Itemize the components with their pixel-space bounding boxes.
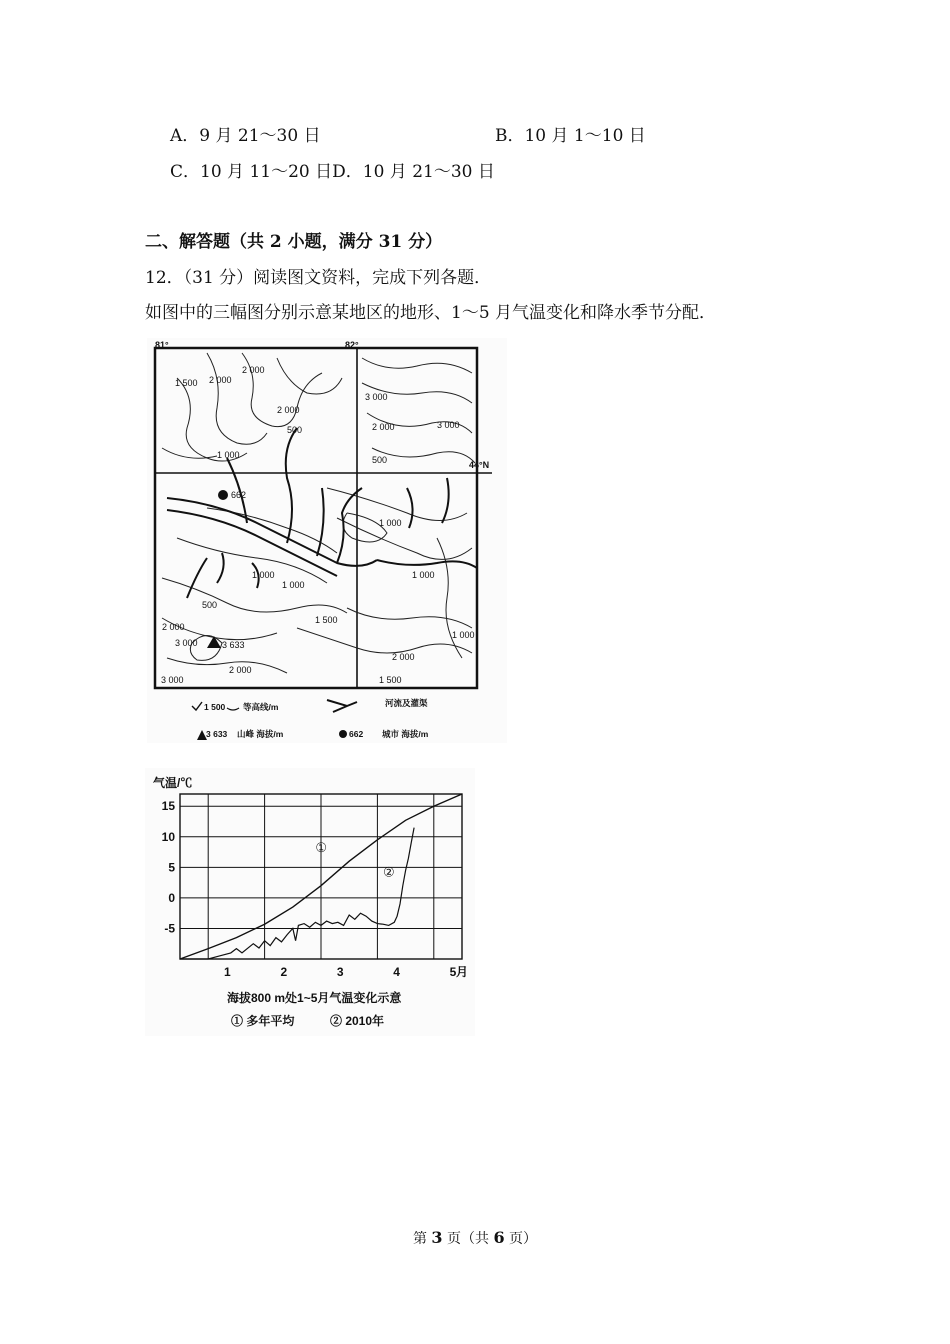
lon-label-82: 82° — [345, 340, 359, 350]
legend-city: 城市 海拔/m — [382, 729, 429, 739]
contour-label: 3 000 — [175, 638, 198, 648]
legend-contour-sample: 1 500 — [204, 702, 226, 712]
x-tick-label: 5 — [449, 965, 457, 979]
contour-label: 1 000 — [412, 570, 435, 580]
question-number-line: 12．（31 分）阅读图文资料，完成下列各题． — [145, 268, 492, 288]
city-marker-icon — [218, 490, 228, 500]
footer-page-number: 3 — [431, 1228, 443, 1247]
x-tick-label: 3 — [336, 965, 344, 979]
option-c: C．10 月 11～20 日 — [170, 162, 333, 182]
option-cd-row — [170, 161, 495, 183]
contour-label: 1 000 — [252, 570, 275, 580]
contour-label: 1 000 — [379, 518, 402, 528]
contour-label: 2 000 — [372, 422, 395, 432]
page-footer — [0, 1228, 950, 1248]
section-heading: 二、解答题（共 2 小题，满分 31 分） — [145, 232, 443, 252]
footer-middle: 页（共 — [447, 1231, 489, 1247]
lat-label: 44°N — [469, 460, 490, 470]
footer-suffix: 页） — [509, 1231, 538, 1247]
contour-label: 1 000 — [452, 630, 475, 640]
contour-label: 3 000 — [365, 392, 388, 402]
series-marker-2: ② — [383, 864, 395, 880]
contour-label: 2 000 — [277, 405, 300, 415]
legend-series-2: ② 2010年 — [330, 1014, 385, 1028]
y-tick-label: 0 — [168, 890, 175, 905]
topographic-map — [147, 338, 507, 743]
x-tick-label: 2 — [280, 965, 288, 979]
legend-river: 河流及灌渠 — [385, 698, 428, 708]
footer-prefix: 第 — [412, 1231, 427, 1247]
footer-total-pages: 6 — [493, 1228, 505, 1247]
lon-label-81: 81° — [155, 340, 169, 350]
contour-label: 2 000 — [242, 365, 265, 375]
y-tick-label: 5 — [168, 860, 175, 875]
contour-label: 1 500 — [379, 675, 402, 685]
contour-label: 3 000 — [161, 675, 184, 685]
legend-peak: 山峰 海拔/m — [237, 729, 284, 739]
y-tick-label: 10 — [161, 829, 175, 844]
contour-label: 500 — [372, 455, 388, 465]
city-elevation: 662 — [231, 490, 247, 500]
chart-ylabel: 气温/℃ — [153, 776, 193, 790]
contour-label: 1 500 — [175, 378, 198, 388]
contour-label: 500 — [287, 425, 303, 435]
y-tick-label: 15 — [161, 799, 175, 814]
contour-label: 1 500 — [315, 615, 338, 625]
contour-label: 2 000 — [209, 375, 232, 385]
contour-label: 2 000 — [162, 622, 185, 632]
series-marker-1: ① — [315, 840, 328, 856]
peak-elevation: 3 633 — [222, 640, 245, 650]
legend-city-sample: 662 — [349, 729, 364, 739]
x-tick-label: 4 — [393, 965, 400, 979]
contour-label: 3 000 — [437, 420, 460, 430]
option-a: A．9 月 21～30 日 — [170, 126, 321, 146]
y-tick-label: -5 — [164, 921, 175, 936]
contour-label: 1 000 — [217, 450, 240, 460]
x-tick-label: 1 — [224, 965, 231, 979]
question-description: 如图中的三幅图分别示意某地区的地形、1～5 月气温变化和降水季节分配． — [145, 303, 717, 323]
legend-series-1: ① 多年平均 — [231, 1014, 295, 1028]
temperature-chart — [145, 768, 475, 1036]
contour-label: 500 — [202, 600, 218, 610]
city-legend-icon — [339, 730, 347, 738]
option-d: D．10 月 21～30 日 — [332, 162, 495, 182]
legend-contour: 等高线/m — [243, 702, 279, 712]
chart-caption: 海拔800 m处1~5月气温变化示意 — [227, 991, 402, 1005]
legend-peak-sample: 3 633 — [206, 729, 228, 739]
x-unit-label: 月 — [456, 965, 469, 979]
option-b: B．10 月 1～10 日 — [495, 126, 646, 146]
contour-label: 2 000 — [229, 665, 252, 675]
contour-label: 2 000 — [392, 652, 415, 662]
contour-label: 1 000 — [282, 580, 305, 590]
